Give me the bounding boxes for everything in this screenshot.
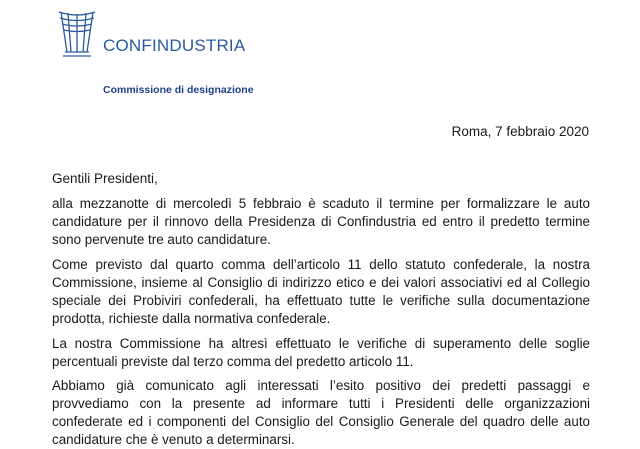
salutation: Gentili Presidenti, [52, 171, 158, 186]
commission-heading: Commissione di designazione [103, 84, 254, 96]
paragraph-4: Abbiamo già comunicato agli interessati l’esito positivo dei predetti passaggi e provvediamo con la presente ad informare tutti i Presidenti delle organizzazioni confederate ed i componenti del Consiglio del Consiglio Generale del quadro delle auto candidature che è venuto a determinarsi. [52, 378, 590, 447]
paragraph-3: La nostra Commissione ha altresì effettuato le verifiche di superamento delle soglie percentuali previste dal terzo comma del predetto articolo 11. [52, 336, 590, 369]
paragraph-2: Come previsto dal quarto comma dell’articolo 11 dello statuto confederale, la nostra Commissione, insieme al Consiglio di indirizzo etico e dei valori associativi ed al Collegio speciale dei Probiviri confederali, ha effettuato tutte le verifiche sulla documentazione prodotta, richieste dalla normativa confederale. [52, 257, 590, 326]
paragraph-1: alla mezzanotte di mercoledì 5 febbraio è scaduto il termine per formalizzare le auto candidature per il rinnovo della Presidenza di Confindustria ed entro il predetto termine sono pervenute tre auto candidature. [52, 196, 590, 247]
logo-wordmark: CONFINDUSTRIA [103, 36, 246, 55]
confindustria-emblem-icon [57, 8, 97, 58]
confindustria-logo [57, 8, 246, 64]
letter-date: Roma, 7 febbraio 2020 [451, 124, 589, 139]
